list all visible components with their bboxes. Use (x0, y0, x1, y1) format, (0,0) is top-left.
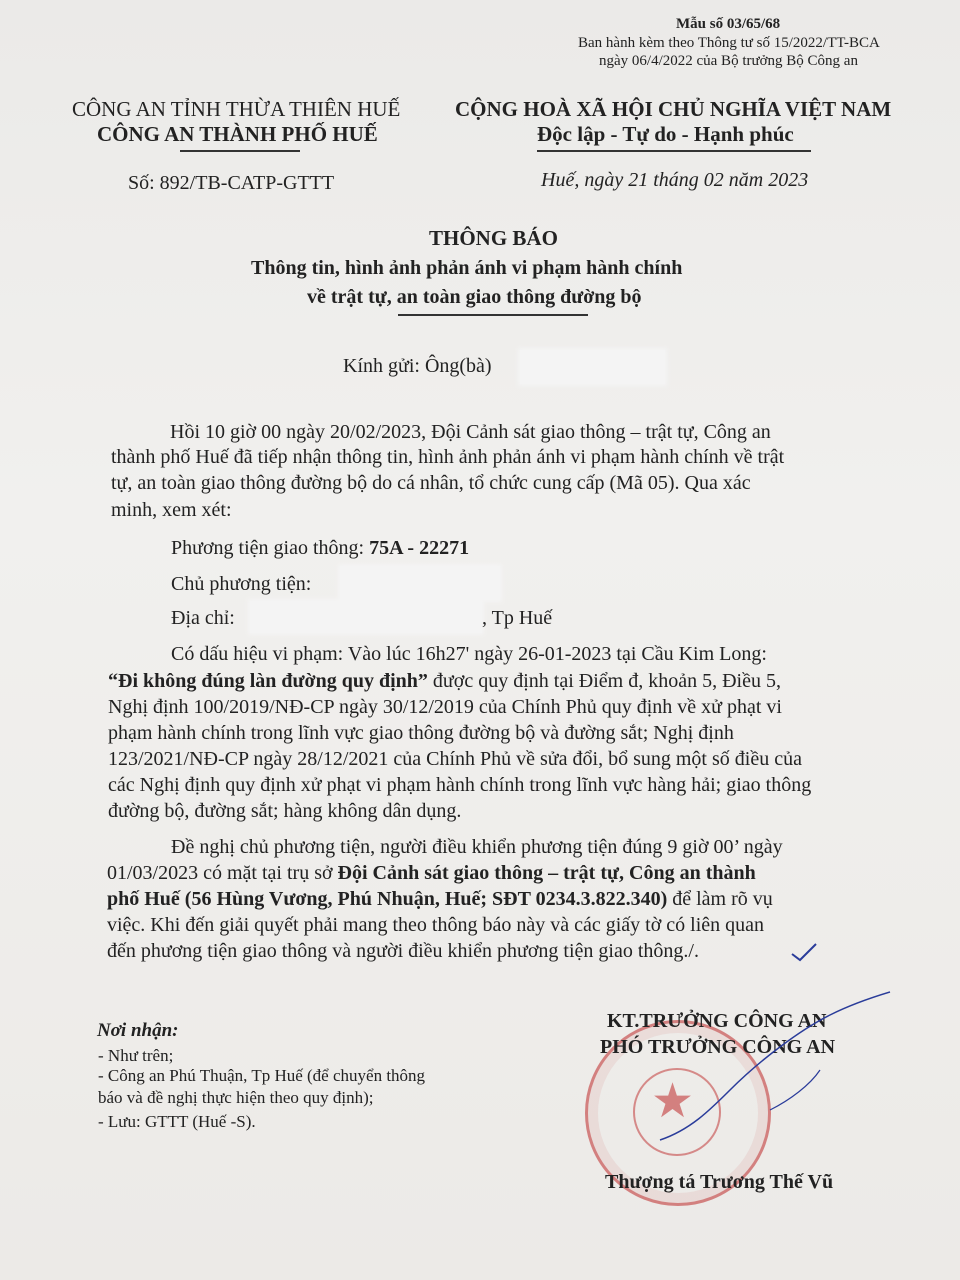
redacted-addressee (520, 350, 665, 384)
signer-name: Thượng tá Trương Thế Vũ (605, 1171, 834, 1193)
form-issued-line2: ngày 06/4/2022 của Bộ trưởng Bộ Công an (599, 53, 858, 69)
recipient-3: - Lưu: GTTT (Huế -S). (98, 1112, 256, 1131)
violation-line5: 123/2021/NĐ-CP ngày 28/12/2021 của Chính Phủ về sửa đổi, bổ sung một số điều của (108, 748, 802, 770)
vehicle-plate: 75A - 22271 (369, 537, 470, 559)
violation-line6: các Nghị định quy định xử phạt vi phạm hành chính trong lĩnh vực hàng hải; giao thông (108, 774, 812, 796)
agency-parent: CÔNG AN TỈNH THỪA THIÊN HUẾ (72, 97, 401, 121)
form-code: Mẫu số 03/65/68 (676, 16, 781, 32)
agency-name: CÔNG AN THÀNH PHỐ HUẾ (97, 122, 378, 146)
request-line3 (107, 888, 773, 911)
subtitle-underline (398, 314, 588, 316)
request-line3-bold: phố Huế (56 Hùng Vương, Phú Nhuận, Huế; SĐT 0234.3.822.340) (107, 888, 668, 910)
agency-underline (180, 150, 300, 152)
para1-line1: Hồi 10 giờ 00 ngày 20/02/2023, Đội Cảnh sát giao thông – trật tự, Công an (170, 421, 771, 443)
form-issued-line1: Ban hành kèm theo Thông tư số 15/2022/TT-BCA (578, 35, 880, 51)
request-line4: việc. Khi đến giải quyết phải mang theo thông báo này và các giấy tờ có liên quan (107, 914, 765, 936)
para1-line3: tự, an toàn giao thông đường bộ do cá nhân, tổ chức cung cấp (Mã 05). Qua xác (111, 472, 751, 494)
violation-offense: “Đi không đúng làn đường quy định” (108, 670, 428, 692)
nation-motto: Độc lập - Tự do - Hạnh phúc (537, 122, 794, 146)
handwritten-signature (650, 990, 900, 1160)
recipient-2-cont: báo và đề nghị thực hiện theo quy định); (98, 1088, 374, 1107)
notice-subtitle-1: Thông tin, hình ảnh phản ánh vi phạm hành chính (251, 257, 683, 279)
para1-line4: minh, xem xét: (111, 499, 232, 521)
recipient-2: - Công an Phú Thuận, Tp Huế (để chuyển thông (98, 1066, 426, 1085)
violation-line4: phạm hành chính trong lĩnh vực giao thông đường bộ và đường sắt; Nghị định (108, 722, 734, 744)
vehicle-plate-label: Phương tiện giao thông: (171, 537, 370, 559)
violation-line3: Nghị định 100/2019/NĐ-CP ngày 30/12/2019 của Chính Phủ quy định về xử phạt vi (108, 696, 782, 718)
notice-subtitle-2: về trật tự, an toàn giao thông đường bộ (307, 286, 642, 308)
request-line3-plain: để làm rõ vụ (667, 888, 773, 910)
vehicle-plate-row (171, 537, 469, 560)
redacted-address (250, 601, 482, 633)
request-line5: đến phương tiện giao thông và người điều khiển phương tiện giao thông./. (107, 940, 699, 962)
handwritten-tick (790, 940, 820, 964)
para1-line2: thành phố Huế đã tiếp nhận thông tin, hình ảnh phản ánh vi phạm hành chính về trật (111, 446, 785, 468)
nation-name: CỘNG HOÀ XÃ HỘI CHỦ NGHĨA VIỆT NAM (455, 97, 892, 121)
violation-line1: Có dấu hiệu vi phạm: Vào lúc 16h27' ngày 26-01-2023 tại Cầu Kim Long: (171, 643, 767, 665)
request-line1: Đề nghị chủ phương tiện, người điều khiển phương tiện đúng 9 giờ 00’ ngày (171, 836, 783, 858)
star-icon: ★ (651, 1073, 695, 1129)
document-number: Số: 892/TB-CATP-GTTT (128, 172, 335, 194)
violation-line7: đường bộ, đường sắt; hàng không dân dụng. (108, 800, 462, 822)
recipient-1: - Như trên; (98, 1046, 174, 1065)
address-label: Địa chỉ: (171, 607, 235, 629)
address-suffix: , Tp Huế (482, 607, 553, 629)
motto-underline (537, 150, 811, 152)
violation-line2 (108, 670, 781, 693)
request-line2-plain: 01/03/2023 có mặt tại trụ sở (107, 862, 338, 884)
recipients-title: Nơi nhận: (97, 1020, 179, 1041)
issue-date: Huế, ngày 21 tháng 02 năm 2023 (541, 169, 809, 191)
redacted-owner (340, 566, 500, 600)
signer-role-2: PHÓ TRƯỞNG CÔNG AN (600, 1036, 836, 1058)
addressee-label: Kính gửi: Ông(bà) (343, 355, 492, 377)
violation-line2-rest: được quy định tại Điểm đ, khoản 5, Điều 5, (427, 670, 781, 692)
owner-label: Chủ phương tiện: (171, 573, 312, 595)
request-line2 (107, 862, 756, 885)
notice-title: THÔNG BÁO (429, 226, 558, 250)
signer-role-1: KT.TRƯỞNG CÔNG AN (607, 1010, 827, 1032)
request-line2-bold: Đội Cảnh sát giao thông – trật tự, Công an thành (337, 862, 756, 884)
